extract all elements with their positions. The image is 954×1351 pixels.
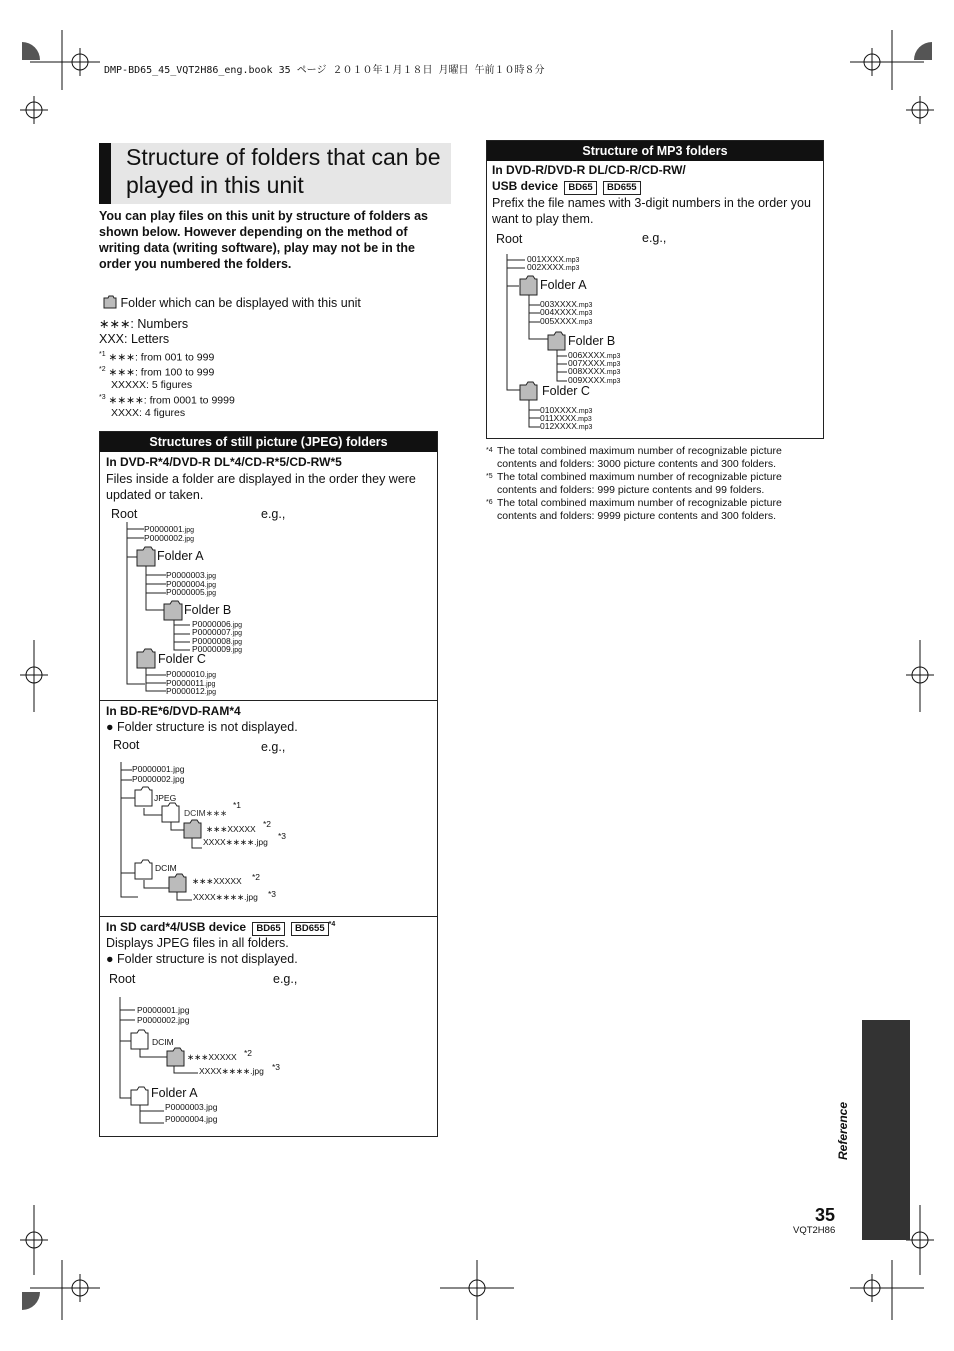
dvd-section-title: In DVD-R*4/DVD-R DL*4/CD-R*5/CD-RW*5 (106, 455, 342, 469)
file-name: XXXX∗∗∗∗.jpg (199, 1066, 264, 1076)
footnote (486, 445, 822, 470)
note-mark: *1 (99, 351, 106, 358)
file-name-stem: P0000005 (166, 587, 205, 597)
file-ext: .mp3 (563, 257, 580, 264)
note-mark: *6 (486, 499, 493, 506)
note-mark: *1 (233, 800, 242, 810)
file-name: XXXX∗∗∗∗.jpg (193, 892, 258, 902)
file-name (166, 687, 216, 697)
file-name-stem: P0000007 (192, 627, 231, 637)
example-label: e.g., (261, 507, 286, 521)
file-name: XXXX∗∗∗∗.jpg (203, 837, 268, 847)
note-mark: *3 (272, 1062, 281, 1072)
note-mark: *2 (244, 1048, 253, 1058)
file-ext: .jpg (204, 681, 216, 688)
mp3-title2-text: USB device (492, 179, 559, 193)
model-tag-bd655: BD655 (603, 181, 641, 195)
file-ext: .jpg (182, 527, 195, 534)
file-ext: .mp3 (576, 416, 592, 423)
file-name: P0000002.jpg (137, 1015, 190, 1025)
model-tag-bd65: BD65 (252, 922, 284, 936)
file-name-stem: P0000009 (192, 644, 231, 654)
file-name-stem: P0000008 (192, 636, 231, 646)
file-ext: .mp3 (563, 265, 580, 272)
file-name-stem: 008XXXX (568, 366, 605, 376)
legend-numbers: ∗∗∗: Numbers (99, 317, 189, 331)
footnotes (486, 445, 822, 522)
folder-outline-icon (131, 1087, 148, 1105)
example-label: e.g., (261, 740, 286, 754)
section-sidebar (862, 1020, 910, 1240)
file-name-stem: 004XXXX (540, 307, 577, 317)
note-text: ∗∗∗: from 001 to 999 (108, 351, 215, 364)
file-name-stem: 003XXXX (540, 299, 577, 309)
footnote (486, 471, 822, 496)
sd-desc: Displays JPEG files in all folders. (106, 936, 289, 950)
note-mark: *4 (486, 447, 493, 454)
divider (100, 916, 437, 917)
title-accent-bar (99, 143, 111, 204)
bullet-text: Folder structure is not displayed. (117, 720, 298, 734)
legend-folder-row (103, 295, 361, 310)
folder-dcim-label: DCIM (155, 863, 177, 873)
sd-title-text: In SD card*4/USB device (106, 920, 247, 934)
folder-a-label: Folder A (157, 549, 204, 563)
bullet-text: Folder structure is not displayed. (117, 952, 298, 966)
document-code: VQT2H86 (793, 1225, 836, 1236)
file-ext: .jpg (182, 536, 195, 543)
file-name (540, 422, 592, 432)
folder-icon (184, 820, 201, 838)
model-tag-bd655: BD655 (291, 922, 329, 936)
folder-a-label: Folder A (151, 1086, 198, 1100)
file-ext: .mp3 (604, 378, 621, 385)
file-name-stem: 010XXXX (540, 405, 577, 415)
file-name-stem: P0000004 (166, 579, 205, 589)
file-name-stem: 007XXXX (568, 358, 605, 368)
subfolder-label: ∗∗∗XXXXX (192, 876, 242, 886)
folder-outline-icon (131, 1030, 148, 1049)
file-name-stem: P0000011 (166, 678, 205, 688)
bd-section-title: In BD-RE*6/DVD-RAM*4 (106, 704, 241, 718)
file-name: P0000002.jpg (132, 774, 185, 784)
tree-root-label: Root (109, 972, 136, 986)
file-name (144, 534, 194, 544)
file-name (527, 263, 579, 273)
footnote-text: The total combined maximum number of recognizable picture contents and folders: 3000 picture contents and 300 folders. (497, 445, 782, 470)
note-mark: *4 (328, 921, 336, 928)
file-ext: .mp3 (604, 369, 621, 376)
mp3-section-title-1: In DVD-R/DVD-R DL/CD-R/CD-RW/ (492, 163, 686, 177)
page-number: 35 (815, 1205, 836, 1225)
file-name-stem: P0000006 (192, 619, 231, 629)
bd-bullet: ● Folder structure is not displayed. (106, 720, 298, 734)
file-ext: .jpg (230, 639, 243, 646)
note-text: ∗∗∗: from 100 to 999 (108, 366, 215, 379)
file-ext: .jpg (204, 590, 217, 597)
model-tag-bd65: BD65 (564, 181, 596, 195)
tree-root-label: Root (111, 507, 138, 521)
file-ext: .mp3 (576, 408, 593, 415)
folder-c-label: Folder C (542, 384, 590, 398)
file-name: P0000004.jpg (165, 1114, 218, 1124)
bd-folder-tree (100, 760, 300, 910)
file-ext: .jpg (230, 630, 243, 637)
file-name-stem: 011XXXX (540, 413, 577, 423)
legend-letters: XXX: Letters (99, 332, 170, 346)
folder-jpeg-label: JPEG (154, 793, 177, 803)
folder-outline-icon (135, 787, 152, 806)
file-ext: .mp3 (604, 353, 621, 360)
note-text: XXXXX: 5 figures (111, 379, 193, 391)
file-name-stem: 002XXXX (527, 262, 564, 272)
sd-bullet: ● Folder structure is not displayed. (106, 952, 298, 966)
folder-outline-icon (135, 860, 152, 879)
section-label: Reference (836, 1101, 850, 1160)
legend-folder-text: Folder which can be displayed with this unit (120, 296, 361, 310)
folder-icon (103, 295, 117, 309)
folder-dcim-label: DCIM (152, 1037, 174, 1047)
file-name-stem: P0000012 (166, 686, 205, 696)
file-ext: .jpg (230, 647, 243, 654)
folder-icon (137, 547, 155, 566)
folder-icon (167, 1048, 184, 1066)
file-name-stem: 005XXXX (540, 316, 577, 326)
subfolder-label: ∗∗∗XXXXX (206, 824, 256, 834)
folder-icon (520, 276, 537, 295)
file-ext: .jpg (204, 689, 217, 696)
file-ext: .jpg (230, 622, 243, 629)
file-name-stem: P0000001 (144, 524, 183, 534)
file-name-stem: 012XXXX (540, 421, 577, 431)
file-ext: .jpg (204, 582, 217, 589)
file-name-stem: P0000010 (166, 669, 205, 679)
mp3-section-title-2 (492, 179, 641, 195)
mp3-desc: Prefix the file names with 3-digit numbers in the order you want to play them. (492, 196, 811, 226)
note-mark: *3 (268, 889, 277, 899)
note-mark: *3 (99, 393, 106, 401)
file-ext: .mp3 (576, 302, 593, 309)
note-mark: *2 (252, 872, 261, 882)
footnote-text: The total combined maximum number of recognizable picture contents and folders: 9999 picture contents and 300 folders. (497, 497, 782, 522)
file-ext: .mp3 (576, 310, 593, 317)
file-name (540, 317, 592, 327)
example-label: e.g., (273, 972, 298, 986)
jpeg-panel-heading: Structures of still picture (JPEG) folders (100, 432, 437, 452)
footnote-text: The total combined maximum number of recognizable picture contents and folders: 999 picture contents and 99 folders. (497, 471, 782, 496)
note-mark: *3 (278, 831, 287, 841)
folder-icon (520, 382, 537, 400)
file-ext: .mp3 (576, 424, 593, 431)
footnote (486, 497, 822, 522)
folder-icon (169, 874, 186, 892)
file-name: P0000003.jpg (165, 1102, 218, 1112)
file-name-stem: 006XXXX (568, 350, 605, 360)
note-mark: *2 (99, 366, 106, 373)
folder-a-label: Folder A (540, 278, 587, 292)
note-mark: *5 (486, 473, 493, 480)
file-ext: .mp3 (576, 319, 593, 326)
example-label: e.g., (642, 231, 667, 245)
file-name: P0000001.jpg (137, 1005, 190, 1015)
folder-icon (548, 332, 565, 350)
legend-notes (99, 349, 299, 419)
note-text: ∗∗∗∗: from 0001 to 9999 (108, 394, 235, 406)
file-name (166, 588, 216, 598)
file-name-stem: 009XXXX (568, 375, 605, 385)
dvd-section-desc: Files inside a folder are displayed in the order they were updated or taken. (106, 472, 416, 502)
note-mark: *2 (263, 819, 272, 829)
page-title: Structure of folders that can be played in this unit (126, 144, 441, 198)
tree-root-label: Root (496, 232, 523, 246)
subfolder-label: ∗∗∗XXXXX (187, 1052, 237, 1062)
folder-icon (137, 649, 155, 668)
file-ext: .jpg (204, 573, 217, 580)
intro-text: You can play files on this unit by structure of folders as shown below. However depending on the method of writing data (writing software), play may not be in the order you numbered the folders. (99, 209, 428, 271)
file-name: P0000001.jpg (132, 764, 185, 774)
file-ext: .mp3 (604, 361, 621, 368)
folder-b-label: Folder B (568, 334, 616, 348)
folder-dcim-sub-label: DCIM∗∗∗ (184, 808, 228, 818)
folder-c-label: Folder C (158, 652, 206, 666)
folder-outline-icon (162, 803, 179, 822)
folder-b-label: Folder B (184, 603, 232, 617)
file-name-stem: 001XXXX (527, 254, 564, 264)
mp3-panel-heading: Structure of MP3 folders (487, 141, 823, 161)
tree-root-label: Root (113, 738, 140, 752)
book-header-line: DMP-BD65_45_VQT2H86_eng.book 35 ページ ２０１０年１月１８日 月曜日 午前１０時８分 (104, 65, 545, 76)
divider (100, 700, 437, 701)
sd-section-title (106, 920, 335, 936)
note-text: XXXX: 4 figures (111, 406, 186, 419)
file-name-stem: P0000003 (166, 570, 205, 580)
file-ext: .jpg (204, 672, 217, 679)
folder-icon (164, 601, 182, 620)
file-name-stem: P0000002 (144, 533, 183, 543)
